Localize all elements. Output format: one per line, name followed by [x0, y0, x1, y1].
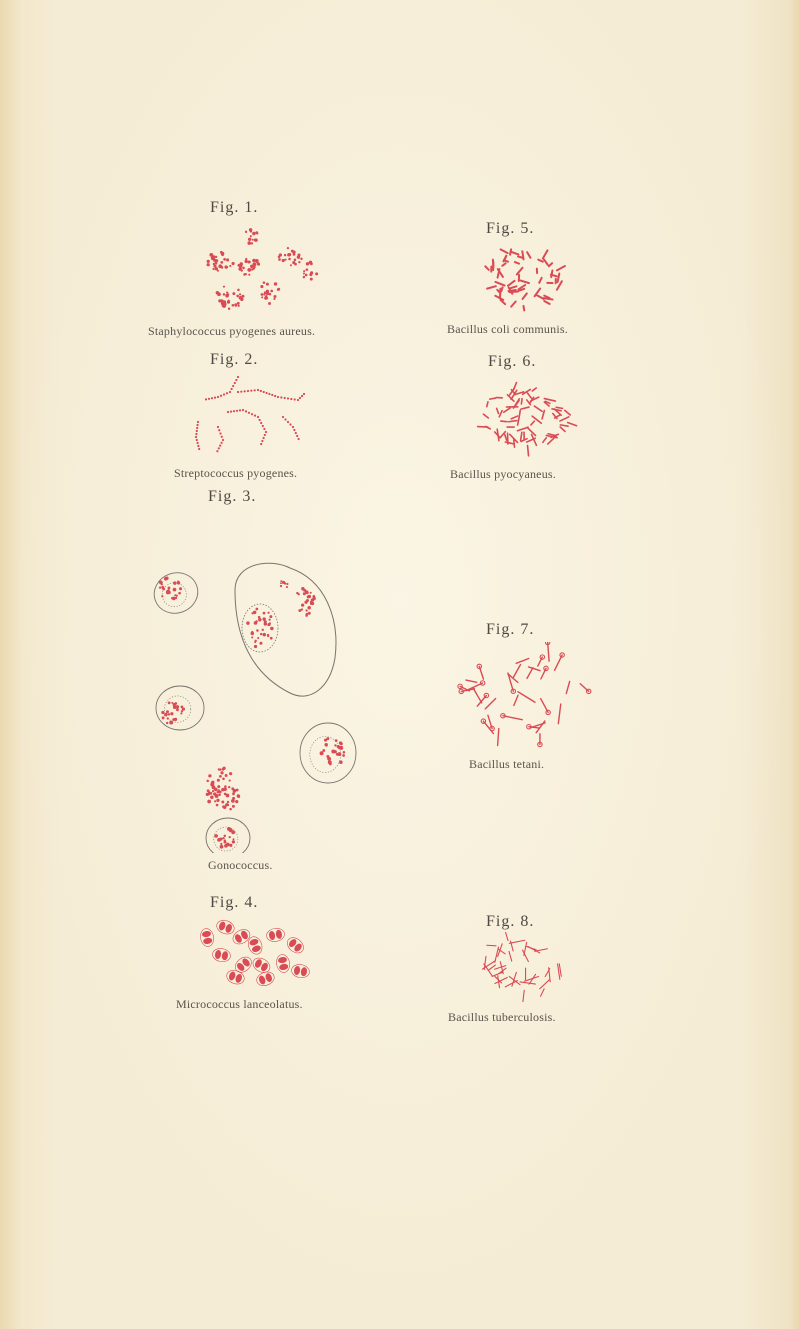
fig2-caption: Streptococcus pyogenes. — [174, 466, 298, 480]
fig6-bacillus-pyocyaneus-drawing — [470, 378, 580, 458]
fig1-title: Fig. 1. — [210, 199, 259, 216]
fig4-micrococcus-drawing — [195, 915, 315, 990]
fig6-title: Fig. 6. — [488, 353, 537, 370]
fig3-gonococcus-drawing — [140, 508, 370, 853]
fig4-caption: Micrococcus lanceolatus. — [176, 997, 303, 1011]
fig7-bacillus-tetani-drawing — [448, 642, 598, 752]
fig1-staphylococcus-drawing — [190, 222, 330, 322]
fig5-caption: Bacillus coli communis. — [447, 322, 568, 336]
fig5-bacillus-coli-drawing — [472, 244, 572, 314]
fig7-title: Fig. 7. — [486, 621, 535, 638]
fig5-title: Fig. 5. — [486, 220, 535, 237]
fig4-title: Fig. 4. — [210, 894, 259, 911]
fig3-title: Fig. 3. — [208, 488, 257, 505]
fig8-bacillus-tuberculosis-drawing — [470, 932, 570, 1002]
fig8-title: Fig. 8. — [486, 913, 535, 930]
fig7-caption: Bacillus tetani. — [469, 757, 545, 771]
pus-cell — [156, 686, 204, 730]
fig1-caption: Staphylococcus pyogenes aureus. — [148, 324, 316, 338]
fig2-title: Fig. 2. — [210, 351, 259, 368]
pus-cell — [206, 818, 250, 853]
fig2-streptococcus-drawing — [188, 372, 318, 462]
pus-cell — [148, 567, 203, 620]
pus-cell — [300, 723, 356, 783]
fig3-caption: Gonococcus. — [208, 858, 273, 872]
fig8-caption: Bacillus tuberculosis. — [448, 1010, 556, 1024]
fig6-caption: Bacillus pyocyaneus. — [450, 467, 556, 481]
